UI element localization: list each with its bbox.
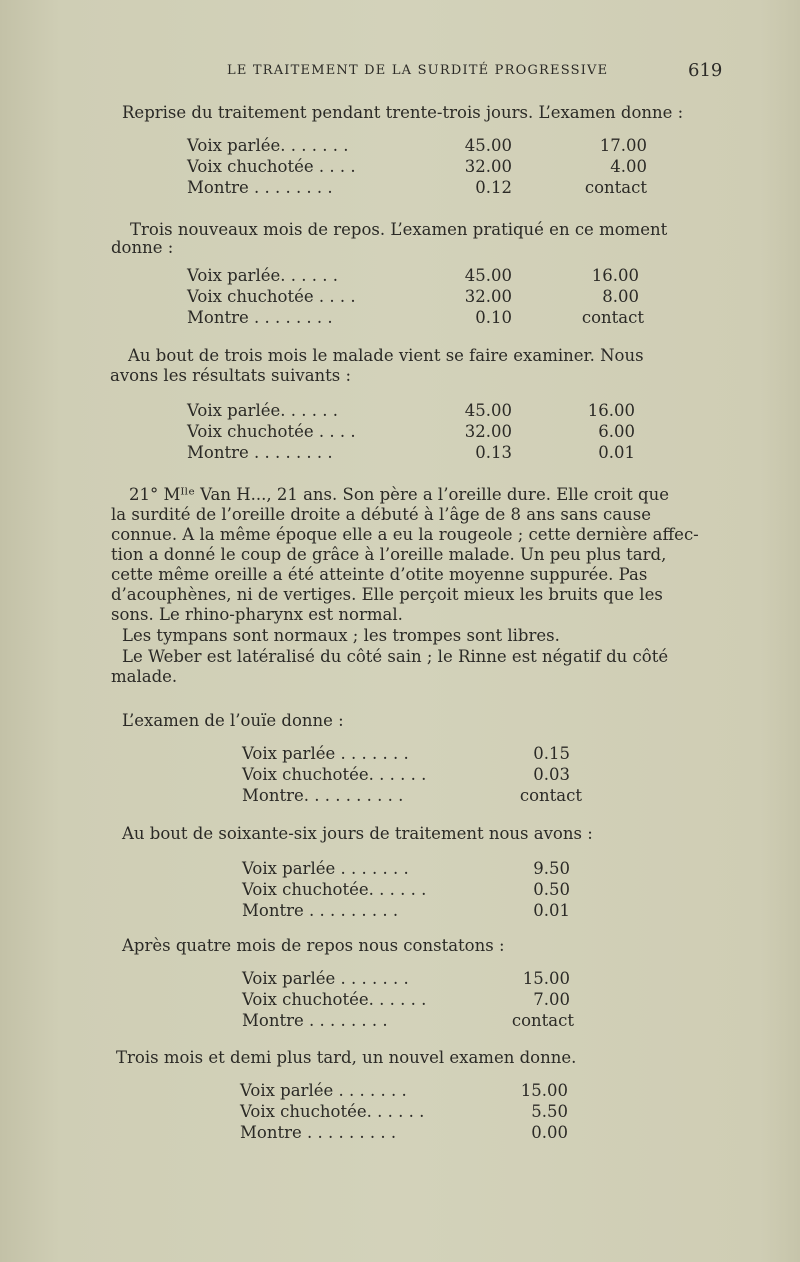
- hearing-table-5: [242, 858, 582, 921]
- row-label: Voix chuchotée . . . .: [187, 422, 356, 441]
- row-label: Montre. . . . . . . . . .: [242, 786, 404, 805]
- value-cell: 0.03: [533, 765, 570, 784]
- value-cell: 0.12: [475, 178, 512, 197]
- row-label: Voix chuchotée. . . . . .: [242, 765, 427, 784]
- hearing-table-3: [187, 400, 657, 463]
- table-row: [187, 400, 657, 421]
- text-line: cette même oreille a été atteinte d’otite moyenne suppurée. Pas: [111, 565, 648, 584]
- value-cell: 4.00: [610, 157, 647, 176]
- row-label: Montre . . . . . . . .: [187, 443, 333, 462]
- table-row: [187, 265, 657, 286]
- value-cell: 17.00: [599, 136, 647, 155]
- running-title: LE TRAITEMENT DE LA SURDITÉ PROGRESSIVE: [227, 63, 609, 78]
- value-cell: 0.15: [533, 744, 570, 763]
- row-label: Voix parlée . . . . . . .: [242, 969, 409, 988]
- text-line: donne :: [111, 238, 174, 257]
- row-label: Montre . . . . . . . .: [187, 308, 333, 327]
- row-label: Voix parlée . . . . . . .: [242, 859, 409, 878]
- text-line: Au bout de trois mois le malade vient se faire examiner. Nous: [128, 346, 644, 365]
- table-row: [242, 858, 582, 879]
- text-line: Trois mois et demi plus tard, un nouvel examen donne.: [116, 1048, 577, 1067]
- text-line: malade.: [111, 667, 178, 686]
- value-cell: 0.01: [533, 901, 570, 920]
- table-row: [187, 156, 657, 177]
- row-label: Voix parlée. . . . . . .: [187, 136, 349, 155]
- table-row: [240, 1101, 580, 1122]
- value-cell: 45.00: [464, 266, 512, 285]
- hearing-table-6: [242, 968, 582, 1031]
- row-label: Montre . . . . . . . . .: [242, 901, 399, 920]
- value-cell: 45.00: [464, 136, 512, 155]
- row-label: Voix chuchotée . . . .: [187, 287, 356, 306]
- table-row: [187, 442, 657, 463]
- row-label: Voix chuchotée. . . . . .: [240, 1102, 425, 1121]
- row-label: Voix parlée . . . . . . .: [242, 744, 409, 763]
- value-cell: 15.00: [522, 969, 570, 988]
- value-cell: 0.13: [475, 443, 512, 462]
- text-line: sons. Le rhino-pharynx est normal.: [111, 605, 403, 624]
- row-label: Voix parlée. . . . . .: [187, 266, 338, 285]
- hearing-table-7: [240, 1080, 580, 1143]
- table-row: [242, 879, 582, 900]
- text-line: Les tympans sont normaux ; les trompes sont libres.: [122, 626, 560, 645]
- value-cell: 32.00: [464, 287, 512, 306]
- row-label: Montre . . . . . . . .: [187, 178, 333, 197]
- value-cell: 45.00: [464, 401, 512, 420]
- value-cell: 0.10: [475, 308, 512, 327]
- value-cell: contact: [519, 786, 582, 805]
- table-row: [242, 743, 582, 764]
- table-row: [240, 1080, 580, 1101]
- table-row: [187, 286, 657, 307]
- value-cell: 16.00: [591, 266, 639, 285]
- table-row: [187, 421, 657, 442]
- text-line: d’acouphènes, ni de vertiges. Elle perçoit mieux les bruits que les: [111, 585, 663, 604]
- page-header: [0, 60, 800, 85]
- value-cell: 15.00: [520, 1081, 568, 1100]
- value-cell: contact: [584, 178, 647, 197]
- table-row: [242, 1010, 582, 1031]
- text-line: Le Weber est latéralisé du côté sain ; le Rinne est négatif du côté: [122, 647, 669, 666]
- value-cell: 5.50: [531, 1102, 568, 1121]
- text-line: Après quatre mois de repos nous constatons :: [122, 936, 505, 955]
- row-label: Montre . . . . . . . .: [242, 1011, 388, 1030]
- text-line: avons les résultats suivants :: [110, 366, 352, 385]
- table-row: [187, 177, 657, 198]
- value-cell: 32.00: [464, 422, 512, 441]
- text-line: 21° Mᴵˡᵉ Van H..., 21 ans. Son père a l’oreille dure. Elle croit que: [129, 485, 669, 504]
- value-cell: 32.00: [464, 157, 512, 176]
- value-cell: 0.00: [531, 1123, 568, 1142]
- value-cell: 9.50: [533, 859, 570, 878]
- value-cell: 8.00: [602, 287, 639, 306]
- row-label: Montre . . . . . . . . .: [240, 1123, 397, 1142]
- text-line: L’examen de l’ouïe donne :: [122, 711, 344, 730]
- row-label: Voix parlée. . . . . .: [187, 401, 338, 420]
- hearing-table-2: [187, 265, 657, 328]
- page-number: 619: [688, 60, 723, 81]
- value-cell: 7.00: [533, 990, 570, 1009]
- value-cell: 0.01: [598, 443, 635, 462]
- value-cell: contact: [511, 1011, 574, 1030]
- table-row: [242, 785, 582, 806]
- value-cell: contact: [581, 308, 644, 327]
- text-line: tion a donné le coup de grâce à l’oreille malade. Un peu plus tard,: [111, 545, 667, 564]
- table-row: [240, 1122, 580, 1143]
- hearing-table-1: [187, 135, 657, 198]
- row-label: Voix parlée . . . . . . .: [240, 1081, 407, 1100]
- text-line: Au bout de soixante-six jours de traitement nous avons :: [122, 824, 593, 843]
- table-row: [242, 764, 582, 785]
- text-line: la surdité de l’oreille droite a débuté à l’âge de 8 ans sans cause: [111, 505, 651, 524]
- value-cell: 6.00: [598, 422, 635, 441]
- value-cell: 0.50: [533, 880, 570, 899]
- text-line: Trois nouveaux mois de repos. L’examen pratiqué en ce moment: [130, 220, 668, 239]
- text-line: Reprise du traitement pendant trente-trois jours. L’examen donne :: [122, 103, 684, 122]
- hearing-table-4: [242, 743, 582, 806]
- table-row: [242, 900, 582, 921]
- table-row: [187, 135, 657, 156]
- table-row: [187, 307, 657, 328]
- row-label: Voix chuchotée. . . . . .: [242, 880, 427, 899]
- text-line: connue. A la même époque elle a eu la rougeole ; cette dernière affec-: [111, 525, 699, 544]
- row-label: Voix chuchotée . . . .: [187, 157, 356, 176]
- row-label: Voix chuchotée. . . . . .: [242, 990, 427, 1009]
- value-cell: 16.00: [587, 401, 635, 420]
- table-row: [242, 989, 582, 1010]
- table-row: [242, 968, 582, 989]
